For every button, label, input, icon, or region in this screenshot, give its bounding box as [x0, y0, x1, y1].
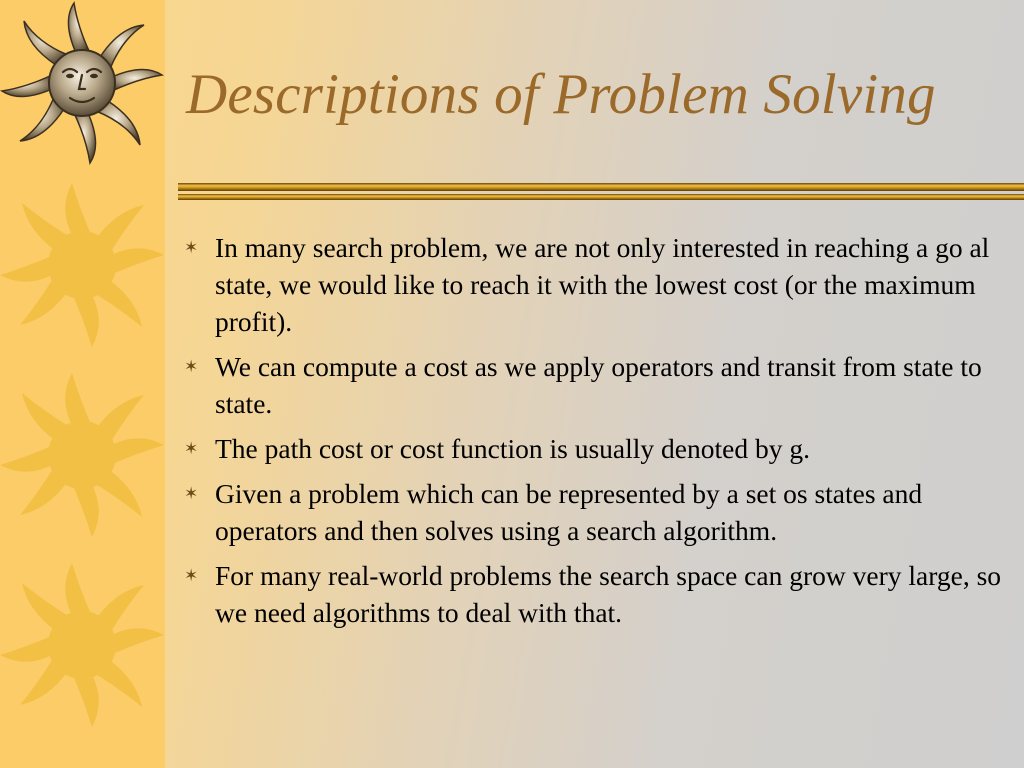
star-bullet-icon: ✶ — [184, 484, 199, 503]
bullet-item — [184, 475, 1014, 549]
sun-icon — [0, 560, 165, 730]
bullet-list — [184, 229, 1014, 639]
bullet-item — [184, 557, 1014, 631]
slide-title: Descriptions of Problem Solving — [186, 63, 936, 126]
title-divider — [178, 182, 1024, 202]
star-bullet-icon: ✶ — [184, 566, 199, 585]
bullet-text: The path cost or cost function is usually denoted by g. — [215, 433, 810, 464]
sun-face-icon — [0, 0, 165, 170]
sun-border-strip — [0, 0, 165, 768]
bullet-item — [184, 229, 1014, 340]
star-bullet-icon: ✶ — [184, 439, 199, 458]
bullet-item — [184, 430, 1014, 467]
star-bullet-icon: ✶ — [184, 238, 199, 257]
bullet-text: Given a problem which can be represented by a set os states and operators and then solves using a search algorithm. — [215, 478, 923, 546]
bullet-text: For many real-world problems the search space can grow very large, so we need algorithms to deal with that. — [215, 560, 1002, 628]
bullet-text: We can compute a cost as we apply operators and transit from state to state. — [215, 351, 982, 419]
star-bullet-icon: ✶ — [184, 357, 199, 376]
sun-icon — [0, 180, 165, 350]
bullet-text: In many search problem, we are not only interested in reaching a go al state, we would like to reach it with the lowest cost (or the maximum profit). — [215, 232, 990, 337]
bullet-item — [184, 348, 1014, 422]
sun-icon — [0, 370, 165, 540]
